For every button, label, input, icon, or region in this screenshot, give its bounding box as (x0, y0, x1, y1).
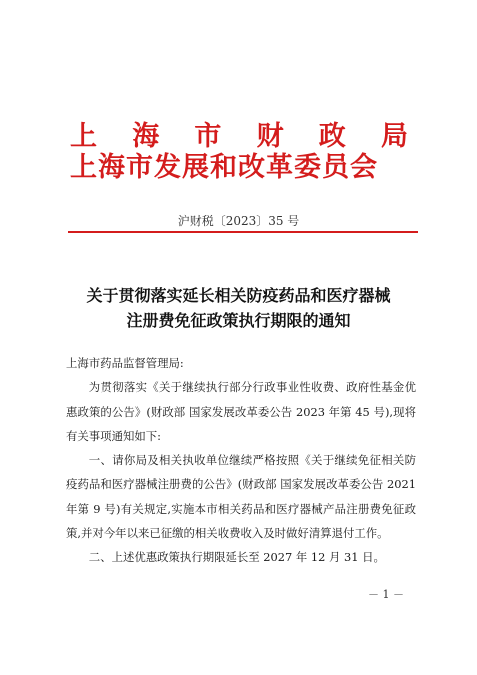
issuer-development-reform-commission: 上海市发展和改革委员会 (70, 152, 378, 183)
title-line-2: 注册费免征政策执行期限的通知 (126, 311, 351, 330)
body-paragraph-item-1: 一、请你局及相关执收单位继续严格按照《关于继续免征相关防疫药品和医疗器械注册费的公告》(财政部 国家发展改革委公告 2021 年第 9 号)有关规定,实施本市相关药品和医疗器械产品注册费免征政策,并对今年以来已征缴的相关收费收入及时做好清算退付工作。 (66, 453, 416, 541)
page-number: － 1 － (368, 588, 404, 601)
body-paragraph-item-2: 二、上述优惠政策执行期限延长至 2027 年 12 月 31 日。 (88, 550, 385, 565)
red-divider-line (68, 231, 418, 233)
document-body (66, 351, 416, 570)
issuer-char: 局 (380, 121, 408, 152)
issuer-char: 海 (132, 121, 160, 152)
body-paragraph-intro: 为贯彻落实《关于继续执行部分行政事业性收费、政府性基金优惠政策的公告》(财政部 国家发展改革委公告 2023 年第 45 号),现将有关事项通知如下: (66, 380, 416, 443)
addressee: 上海市药品监督管理局: (66, 356, 184, 370)
issuer-char: 政 (318, 121, 346, 152)
issuer-char: 上 (70, 121, 97, 152)
issuer-char: 财 (256, 121, 284, 152)
issuer-finance-bureau (70, 122, 408, 152)
document-number: 沪财税〔2023〕35 号 (177, 214, 300, 228)
issuer-char: 市 (194, 121, 222, 152)
title-line-1: 关于贯彻落实延长相关防疫药品和医疗器械 (86, 286, 391, 305)
document-title (0, 283, 477, 333)
